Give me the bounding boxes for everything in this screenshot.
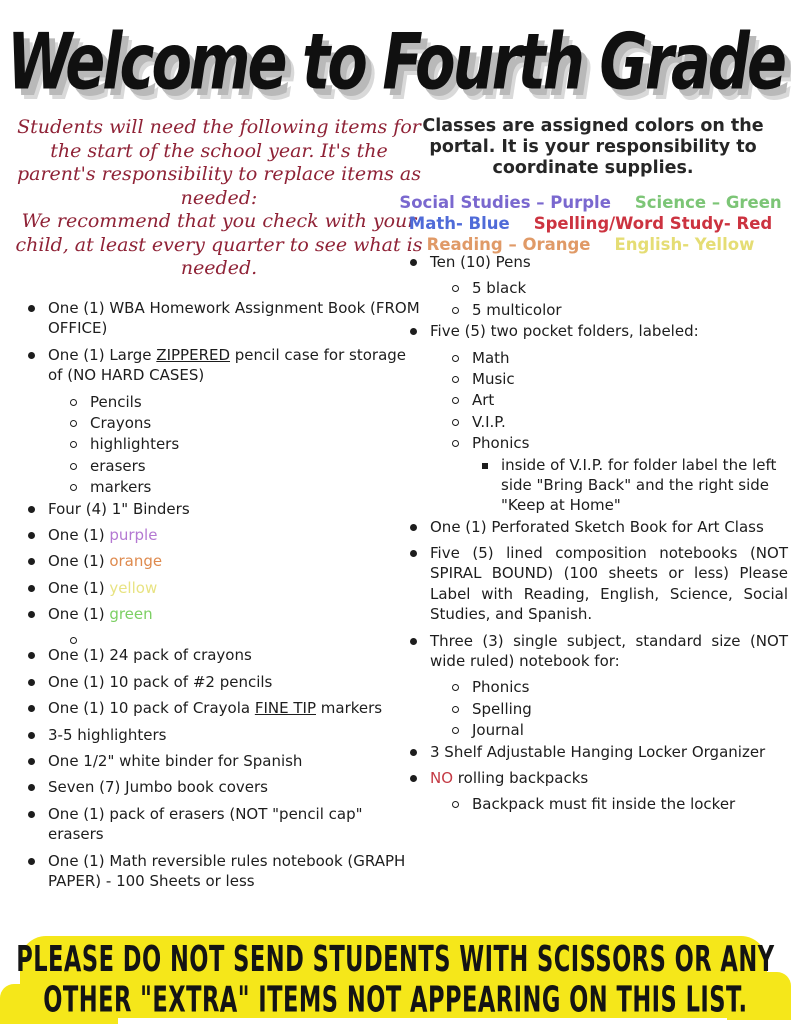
- plain-text: markers: [90, 478, 152, 497]
- list-item: [28, 751, 420, 771]
- legend-line: [390, 192, 791, 213]
- list-item: [28, 578, 420, 598]
- plain-text: 3-5 highlighters: [48, 725, 167, 744]
- colored-text: orange: [109, 552, 163, 571]
- plain-text: markers: [316, 699, 383, 718]
- list-item-text: [430, 768, 788, 788]
- bullet-disc-icon: [28, 506, 35, 513]
- plain-text: Art: [472, 391, 495, 410]
- list-item: [410, 252, 788, 272]
- list-item: [452, 412, 788, 432]
- list-item: [28, 804, 420, 845]
- plain-text: One (1): [48, 605, 110, 624]
- plain-text: V.I.P.: [472, 412, 506, 431]
- bullet-circle-icon: [452, 440, 459, 447]
- list-item-text: [430, 321, 788, 341]
- plain-text: Phonics: [472, 434, 530, 453]
- list-item: [28, 725, 420, 745]
- colored-text: green: [109, 605, 153, 624]
- plain-text: One (1): [48, 525, 110, 544]
- list-item: [410, 768, 788, 788]
- bullet-disc-icon: [28, 705, 35, 712]
- plain-text: highlighters: [90, 435, 180, 454]
- portal-note: Classes are assigned colors on the portal. It is your responsibility to coordinate supplies.: [422, 116, 764, 178]
- plain-text: One (1) Perforated Sketch Book for Art Class: [430, 517, 764, 536]
- emphasized-text: FINE TIP: [254, 699, 316, 718]
- bullet-disc-icon: [410, 775, 417, 782]
- plain-text: Three (3) single subject, standard size (NOT wide ruled) notebook for:: [430, 631, 788, 671]
- list-item: [452, 699, 788, 719]
- subject-color-label: Science – Green: [634, 193, 782, 212]
- bullet-circle-icon: [452, 684, 459, 691]
- list-item: [452, 794, 788, 814]
- list-item: [410, 517, 788, 537]
- bullet-circle-icon: [452, 307, 459, 314]
- bullet-disc-icon: [28, 858, 35, 865]
- list-item-text: [48, 851, 420, 892]
- plain-text: Seven (7) Jumbo book covers: [48, 778, 268, 797]
- plain-text: 5 black: [472, 279, 527, 298]
- list-item: [70, 392, 420, 412]
- plain-text: Crayons: [90, 413, 152, 432]
- list-item: [28, 345, 420, 386]
- list-item: [28, 698, 420, 718]
- bullet-disc-icon: [28, 352, 35, 359]
- list-item: [28, 499, 420, 519]
- list-item-text: [48, 777, 420, 797]
- bullet-disc-icon: [28, 679, 35, 686]
- list-item-text: [501, 455, 788, 516]
- list-item: [28, 551, 420, 571]
- list-item: [452, 369, 788, 389]
- plain-text: One (1) Math reversible rules notebook (GRAPH PAPER) - 100 Sheets or less: [48, 851, 406, 890]
- left-intro: [12, 116, 426, 281]
- subject-color-label: Math- Blue: [408, 214, 510, 234]
- left-supply-list: [16, 298, 420, 897]
- bullet-circle-icon: [452, 285, 459, 292]
- bullet-disc-icon: [28, 305, 35, 312]
- list-item-text: [472, 720, 788, 740]
- list-item-text: [472, 412, 788, 432]
- list-item-text: [430, 543, 788, 625]
- list-item: [410, 321, 788, 341]
- list-item: [28, 672, 420, 692]
- plain-text: One (1): [48, 578, 110, 597]
- intro-paragraph: We recommend that you check with your child, at least every quarter to see what is needed.: [15, 210, 423, 280]
- list-item: [28, 851, 420, 892]
- list-item-text: [48, 751, 420, 771]
- plain-text: One 1/2" white binder for Spanish: [48, 752, 303, 771]
- list-item: [410, 742, 788, 762]
- bullet-circle-icon: [70, 463, 77, 470]
- list-item-text: [48, 645, 420, 665]
- bullet-circle-icon: [70, 637, 77, 644]
- list-item-text: [90, 434, 420, 454]
- colored-text: purple: [109, 525, 158, 544]
- plain-text: 5 multicolor: [472, 300, 562, 319]
- bullet-disc-icon: [410, 524, 417, 531]
- list-item-text: [48, 725, 420, 745]
- list-item-text: [48, 499, 420, 519]
- list-item: [70, 456, 420, 476]
- plain-text: Backpack must fit inside the locker: [472, 795, 736, 814]
- colored-text: yellow: [109, 578, 158, 597]
- right-supply-list: [398, 252, 788, 816]
- subject-color-legend: [390, 192, 791, 255]
- colored-text: NO: [430, 768, 454, 787]
- bullet-circle-icon: [452, 355, 459, 362]
- plain-text: Ten (10) Pens: [430, 253, 531, 271]
- list-item-text: [90, 413, 420, 433]
- bullet-circle-icon: [452, 376, 459, 383]
- list-item-text: [472, 369, 788, 389]
- plain-text: Math: [472, 348, 510, 367]
- list-item-text: [48, 345, 420, 386]
- bullet-circle-icon: [70, 441, 77, 448]
- intro-paragraph: Students will need the following items for the start of the school year. It's the parent's responsibility to replace items as needed:: [16, 116, 422, 209]
- list-item-text: [430, 517, 788, 537]
- plain-text: One (1) 10 pack of #2 pencils: [48, 672, 273, 691]
- plain-text: Music: [472, 369, 515, 388]
- plain-text: One (1) pack of erasers (NOT "pencil cap" erasers: [48, 804, 363, 844]
- banner-text-line: PLEASE DO NOT SEND STUDENTS WITH SCISSORS OR ANY: [16, 938, 775, 980]
- list-item-text: [472, 794, 788, 814]
- list-item-text: [472, 433, 788, 453]
- list-item: [28, 298, 420, 339]
- list-item-text: [472, 278, 788, 298]
- legend-line: [390, 213, 791, 234]
- bottom-warning-banner: [0, 936, 791, 1024]
- list-item-text: [90, 630, 420, 644]
- plain-text: Five (5) two pocket folders, labeled:: [430, 322, 699, 341]
- bullet-disc-icon: [28, 532, 35, 539]
- subject-color-label: Reading – Orange: [426, 235, 591, 255]
- list-item: [452, 677, 788, 697]
- bullet-circle-icon: [452, 727, 459, 734]
- list-item-text: [48, 578, 420, 598]
- list-item: [452, 300, 788, 320]
- list-item-text: [430, 742, 788, 762]
- plain-text: rolling backpacks: [453, 768, 589, 787]
- subject-color-label: Spelling/Word Study- Red: [533, 214, 773, 234]
- banner-text: [0, 936, 791, 1024]
- list-item-text: [90, 392, 420, 412]
- bullet-disc-icon: [28, 611, 35, 618]
- subject-color-label: English- Yellow: [614, 235, 755, 255]
- list-item-text: [472, 348, 788, 368]
- list-item: [28, 777, 420, 797]
- bullet-disc-icon: [28, 732, 35, 739]
- plain-text: One (1) 10 pack of Crayola: [48, 699, 255, 718]
- list-item: [410, 631, 788, 672]
- bullet-circle-icon: [70, 484, 77, 491]
- page-title: Welcome to Fourth Grade: [6, 16, 785, 108]
- bullet-disc-icon: [410, 638, 417, 645]
- emphasized-text: ZIPPERED: [156, 345, 231, 364]
- list-item: [70, 630, 420, 644]
- list-item: [70, 477, 420, 497]
- plain-text: pencil case for storage of (NO HARD CASES): [48, 345, 407, 385]
- bullet-circle-icon: [452, 419, 459, 426]
- list-item: [482, 455, 788, 516]
- banner-text-line: OTHER "EXTRA" ITEMS NOT APPEARING ON THIS LIST.: [43, 978, 748, 1021]
- bullet-disc-icon: [28, 652, 35, 659]
- bullet-disc-icon: [410, 328, 417, 335]
- bullet-circle-icon: [452, 801, 459, 808]
- plain-text: Spelling: [472, 699, 532, 718]
- bullet-disc-icon: [410, 259, 417, 266]
- bullet-circle-icon: [452, 397, 459, 404]
- plain-text: One (1) Large: [48, 345, 157, 364]
- plain-text: One (1): [48, 552, 110, 571]
- list-item: [70, 434, 420, 454]
- bullet-circle-icon: [70, 399, 77, 406]
- plain-text: One (1) 24 pack of crayons: [48, 646, 252, 665]
- list-item-text: [472, 677, 788, 697]
- list-item: [28, 604, 420, 624]
- list-item-text: [48, 525, 420, 545]
- bullet-circle-icon: [70, 420, 77, 427]
- bullet-disc-icon: [28, 585, 35, 592]
- list-item-text: [472, 699, 788, 719]
- plain-text: 3 Shelf Adjustable Hanging Locker Organizer: [430, 742, 766, 761]
- list-item-text: [48, 698, 420, 718]
- list-item: [452, 390, 788, 410]
- plain-text: inside of V.I.P. for folder label the left side "Bring Back" and the right side "Keep at Home": [501, 455, 777, 515]
- list-item: [28, 525, 420, 545]
- bullet-circle-icon: [452, 706, 459, 713]
- list-item: [28, 645, 420, 665]
- list-item-text: [430, 252, 788, 272]
- subject-color-label: Social Studies – Purple: [399, 193, 611, 212]
- plain-text: Journal: [472, 721, 524, 740]
- list-item-text: [90, 456, 420, 476]
- plain-text: Phonics: [472, 678, 530, 697]
- list-item-text: [472, 300, 788, 320]
- bullet-disc-icon: [28, 558, 35, 565]
- list-item-text: [472, 390, 788, 410]
- list-item: [452, 278, 788, 298]
- list-item: [452, 433, 788, 453]
- list-item: [452, 348, 788, 368]
- bullet-disc-icon: [28, 758, 35, 765]
- list-item-text: [48, 604, 420, 624]
- bullet-disc-icon: [28, 784, 35, 791]
- bullet-disc-icon: [410, 749, 417, 756]
- list-item: [70, 413, 420, 433]
- list-item-text: [430, 631, 788, 672]
- bullet-disc-icon: [28, 811, 35, 818]
- plain-text: Four (4) 1" Binders: [48, 499, 190, 518]
- list-item-text: [48, 551, 420, 571]
- list-item-text: [48, 804, 420, 845]
- list-item-text: [90, 477, 420, 497]
- plain-text: One (1) WBA Homework Assignment Book (FROM OFFICE): [48, 299, 420, 338]
- list-item: [452, 720, 788, 740]
- bullet-square-icon: [482, 463, 488, 469]
- plain-text: erasers: [90, 456, 146, 475]
- plain-text: Pencils: [90, 392, 142, 411]
- list-item-text: [48, 672, 420, 692]
- list-item: [410, 543, 788, 625]
- plain-text: Five (5) lined composition notebooks (NOT SPIRAL BOUND) (100 sheets or less) Please Label with Reading, English, Science, Social Studies, and Spanish.: [430, 544, 788, 624]
- list-item-text: [48, 298, 420, 339]
- bullet-disc-icon: [410, 550, 417, 557]
